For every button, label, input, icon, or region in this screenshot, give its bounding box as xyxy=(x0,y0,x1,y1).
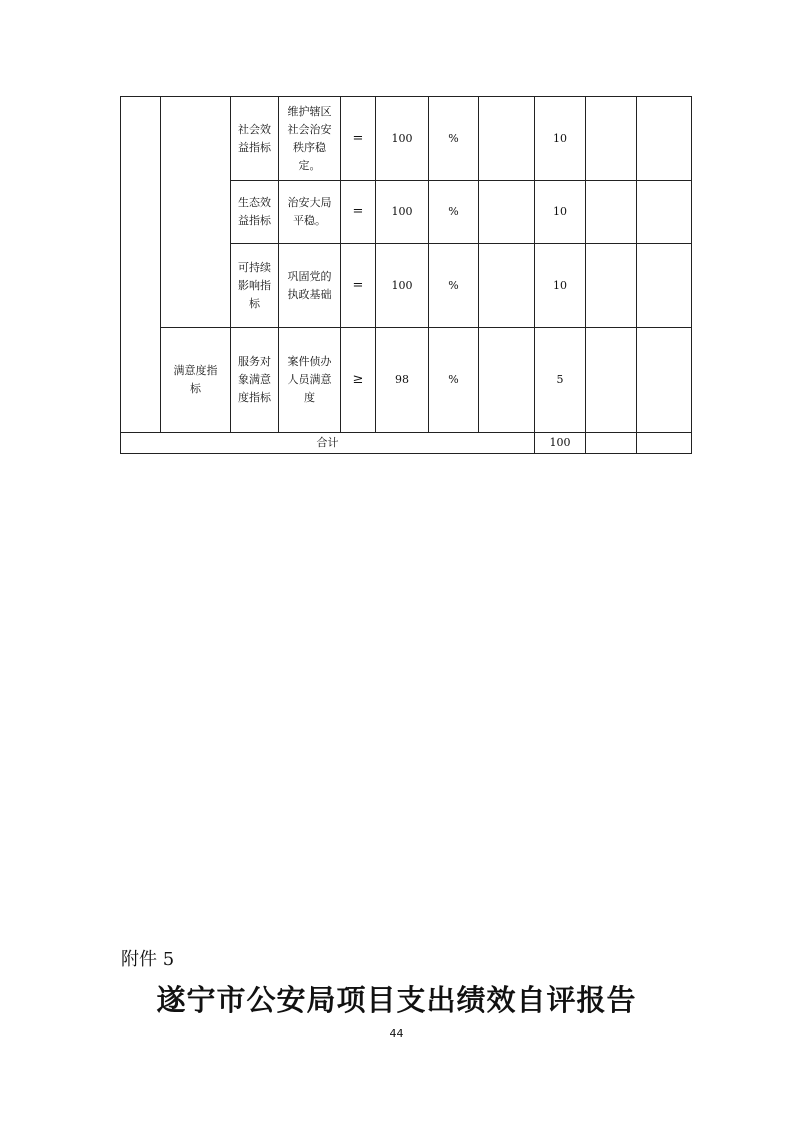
unit-cell: % xyxy=(429,328,479,433)
self-score-cell xyxy=(586,181,637,244)
value-cell: 100 xyxy=(376,244,429,328)
actual-cell xyxy=(479,181,535,244)
total-row xyxy=(121,433,692,454)
actual-cell xyxy=(479,328,535,433)
level2-category-cell xyxy=(161,97,231,328)
indicator-cell: 服务对象满意度指标 xyxy=(231,328,279,433)
level1-category-cell xyxy=(121,97,161,433)
value-cell: 98 xyxy=(376,328,429,433)
self-score-cell xyxy=(586,244,637,328)
content-cell: 维护辖区社会治安秩序稳定。 xyxy=(279,97,341,181)
page-number: 44 xyxy=(389,1027,404,1040)
score-cell: 10 xyxy=(535,244,586,328)
operator-cell: = xyxy=(341,244,376,328)
content-cell: 治安大局平稳。 xyxy=(279,181,341,244)
remark-cell xyxy=(637,181,692,244)
total-self-score-cell xyxy=(586,433,637,454)
unit-cell: % xyxy=(429,181,479,244)
operator-cell: ≥ xyxy=(341,328,376,433)
content-cell: 案件侦办人员满意度 xyxy=(279,328,341,433)
indicator-cell: 生态效益指标 xyxy=(231,181,279,244)
remark-cell xyxy=(637,97,692,181)
actual-cell xyxy=(479,244,535,328)
indicator-cell: 社会效益指标 xyxy=(231,97,279,181)
table-row xyxy=(121,97,692,181)
self-score-cell xyxy=(586,328,637,433)
remark-cell xyxy=(637,328,692,433)
level2-category-cell: 满意度指标 xyxy=(161,328,231,433)
score-cell: 5 xyxy=(535,328,586,433)
attachment-label: 附件 5 xyxy=(121,949,175,970)
unit-cell: % xyxy=(429,97,479,181)
score-cell: 10 xyxy=(535,181,586,244)
document-title: 遂宁市公安局项目支出绩效自评报告 xyxy=(156,983,637,1017)
value-cell: 100 xyxy=(376,181,429,244)
operator-cell: = xyxy=(341,181,376,244)
value-cell: 100 xyxy=(376,97,429,181)
score-cell: 10 xyxy=(535,97,586,181)
remark-cell xyxy=(637,244,692,328)
performance-indicator-table xyxy=(120,96,692,454)
unit-cell: % xyxy=(429,244,479,328)
content-cell: 巩固党的执政基础 xyxy=(279,244,341,328)
total-score-cell: 100 xyxy=(535,433,586,454)
table-row xyxy=(121,328,692,433)
indicator-cell: 可持续影响指标 xyxy=(231,244,279,328)
actual-cell xyxy=(479,97,535,181)
total-label-cell: 合计 xyxy=(121,433,535,454)
self-score-cell xyxy=(586,97,637,181)
total-remark-cell xyxy=(637,433,692,454)
operator-cell: = xyxy=(341,97,376,181)
